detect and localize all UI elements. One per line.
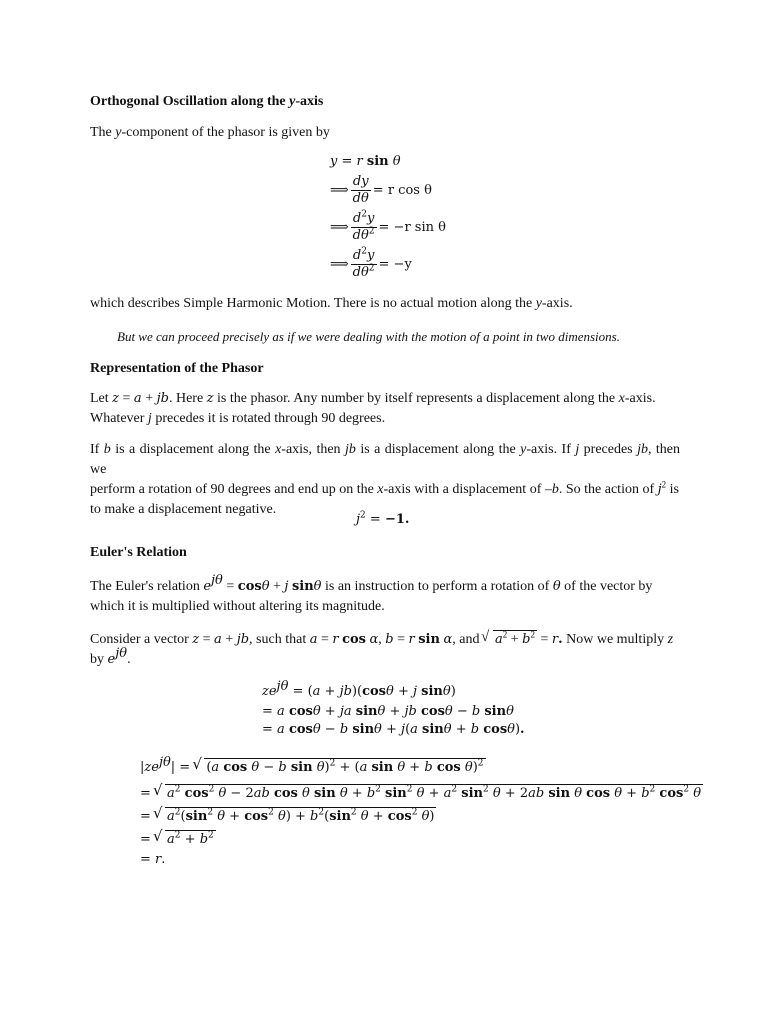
equation-modulus-1: $|ze^{j\theta}|$ = √ (a cos θ − b sin θ)$^2$ + (a sin θ + b cos θ)$^2$ <box>140 758 486 776</box>
equation-mult-3: = a cosθ − b sinθ + j(a sinθ + b cosθ). <box>262 722 525 737</box>
equation-y-r-sin: y = r sin θ <box>330 154 401 169</box>
section-title-representation: Representation of the Phasor <box>90 361 264 376</box>
equation-dy-dtheta-rhs: = r cos θ <box>372 183 432 198</box>
paragraph-shm: which describes Simple Harmonic Motion. There is no actual motion along the y-axis. <box>90 296 573 311</box>
equation-dy-dtheta: ⟹ $\frac{dy}{d\theta}$ = r cos θ <box>330 174 432 206</box>
equation-minus-y-rhs: = −y <box>378 257 412 272</box>
paragraph-if-b: If b is a displacement along the x-axis, then jb is a displacement along the y-axis. If j precedes jb, then we perform a rotation of 90 degrees and end up on the x-axis with a displacement of –b. So the action of $j^2$ is to make a displacement negative. <box>90 442 681 517</box>
equation-d2y-minus-y: ⟹ $\frac{d^2y}{d\theta^2}$ = −y <box>330 246 412 280</box>
paragraph-let-z: Let z = a + jb. Here z is the phasor. Any number by itself represents a displacement along the x-axis. Whatever j precedes it is rotated through 90 degrees. <box>90 391 656 426</box>
section-title-orthogonal-oscillation: Orthogonal Oscillation along the y-axis <box>90 94 324 109</box>
paragraph-consider-vector: Consider a vector z = a + jb, such that a = r cos α, b = r sin α, and √ $a^2 + b^2 = r$. Now we multiply z by $e^{j\theta}$. <box>90 630 680 670</box>
equation-mult-2: = a cosθ + ja sinθ + jb cosθ − b sinθ <box>262 704 514 719</box>
paragraph-euler-relation: The Euler's relation $e^{j\theta} = \cos\theta + j$ sinθ is an instruction to perform a rotation of θ of the vector by which it is multiplied without altering its magnitude. <box>90 573 653 614</box>
equation-modulus-5: = r. <box>140 852 166 867</box>
equation-modulus-2: = √ $a^2$ $\cos^2 \theta - 2ab$ cos θ $\sin \theta + b^2$ $\sin^2 \theta + a^2$ $\sin^2 \theta + 2ab$ sin θ $\cos \theta + b^2$ $\cos^2 \theta$ <box>140 784 703 802</box>
equation-modulus-4: = √ $a^2 + b^2$ <box>140 830 216 848</box>
equation-d2y-rhs: = −r sin θ <box>378 220 446 235</box>
equation-j-squared: $j^2 = -1$. <box>356 510 410 527</box>
quote-two-dimensions: But we can proceed precisely as if we were dealing with the motion of a point in two dimensions. <box>117 329 620 344</box>
section-title-euler: Euler's Relation <box>90 545 187 560</box>
equation-mult-1: $ze^{j\theta} = (a + jb)(\cos\theta + j$ sinθ) <box>262 678 456 699</box>
equation-d2y-dtheta2: ⟹ $\frac{d^2y}{d\theta^2}$ = −r sin θ <box>330 209 446 243</box>
paragraph-phasor-y-component: The y-component of the phasor is given by <box>90 125 330 140</box>
equation-modulus-3: = √ $a^2(\sin^2$ $\theta + \cos^2 \theta) + b^2(\sin^2$ $\theta + \cos^2 \theta$) <box>140 807 436 825</box>
